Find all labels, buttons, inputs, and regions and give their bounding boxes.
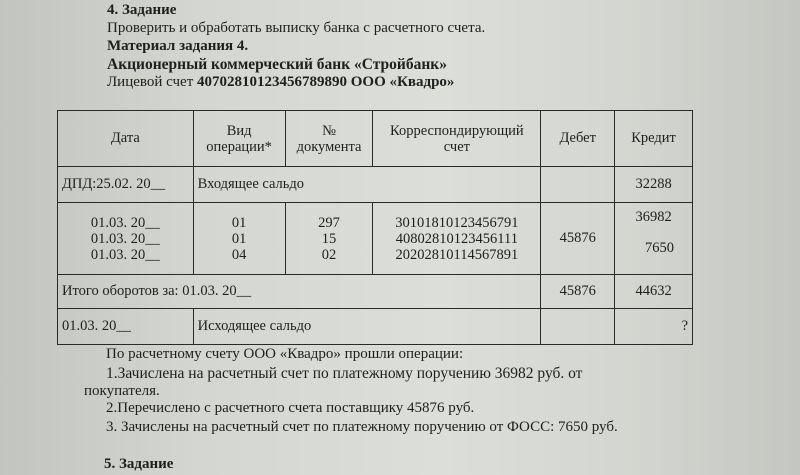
bank-statement-table (57, 110, 693, 345)
turnover-credit: 44632 (615, 275, 693, 309)
operations-types: 01 01 04 (193, 203, 285, 275)
account-prefix: Лицевой счет (107, 74, 198, 90)
opening-label: Входящее сальдо (193, 167, 541, 203)
credit-value-3: 7650 (645, 240, 674, 256)
bank-name: Акционерный коммерческий банк «Стройбанк» (107, 56, 447, 73)
note-item-2: 2.Перечислено с расчетного счета поставщику 45876 руб. (106, 400, 475, 416)
turnover-debit: 45876 (541, 275, 615, 309)
header-date: Дата (58, 111, 194, 167)
note-item-1-cont: покупателя. (84, 383, 160, 399)
section5-heading: 5. Задание (104, 456, 174, 472)
operations-dates: 01.03. 20__ 01.03. 20__ 01.03. 20__ (58, 203, 194, 275)
opening-debit (541, 167, 615, 203)
note-item-1: 1.Зачислена на расчетный счет по платежному поручению 36982 руб. от (106, 365, 583, 382)
turnover-row (58, 275, 693, 309)
closing-label: Исходящее сальдо (193, 309, 541, 345)
operations-accounts: 30101810123456791 40802810123456111 20202810114567891 (373, 203, 541, 275)
note-item-3: 3. Зачислены на расчетный счет по платежному поручению от ФОСС: 7650 руб. (106, 419, 618, 435)
credit-value-1: 36982 (635, 209, 672, 225)
table-header-row (58, 111, 693, 167)
closing-debit (541, 309, 615, 345)
header-corr-account: Корреспондирующий счет (373, 111, 541, 167)
section4-heading: 4. Задание (107, 2, 177, 18)
operations-credit (615, 203, 693, 275)
task-text: Проверить и обработать выписку банка с расчетного счета. (107, 20, 486, 36)
turnover-label: Итого оборотов за: 01.03. 20__ (58, 275, 541, 309)
opening-credit: 32288 (615, 167, 693, 203)
operations-docs: 297 15 02 (285, 203, 373, 275)
closing-balance-row (58, 309, 693, 345)
operations-debit: 45876 (541, 203, 615, 275)
header-credit: Кредит (615, 111, 693, 167)
material-heading: Материал задания 4. (107, 38, 249, 54)
notes-intro: По расчетному счету ООО «Квадро» прошли операции: (106, 346, 464, 362)
opening-date: ДПД:25.02. 20__ (58, 167, 194, 203)
header-debit: Дебет (541, 111, 615, 167)
opening-balance-row (58, 167, 693, 203)
closing-date: 01.03. 20__ (58, 309, 194, 345)
closing-credit: ? (615, 309, 693, 345)
header-op-type: Вид операции* (193, 111, 285, 167)
account-line (107, 74, 454, 91)
header-doc-number: № документа (285, 111, 373, 167)
operations-row (58, 203, 693, 275)
account-value: 40702810123456789890 ООО «Квадро» (197, 74, 455, 90)
